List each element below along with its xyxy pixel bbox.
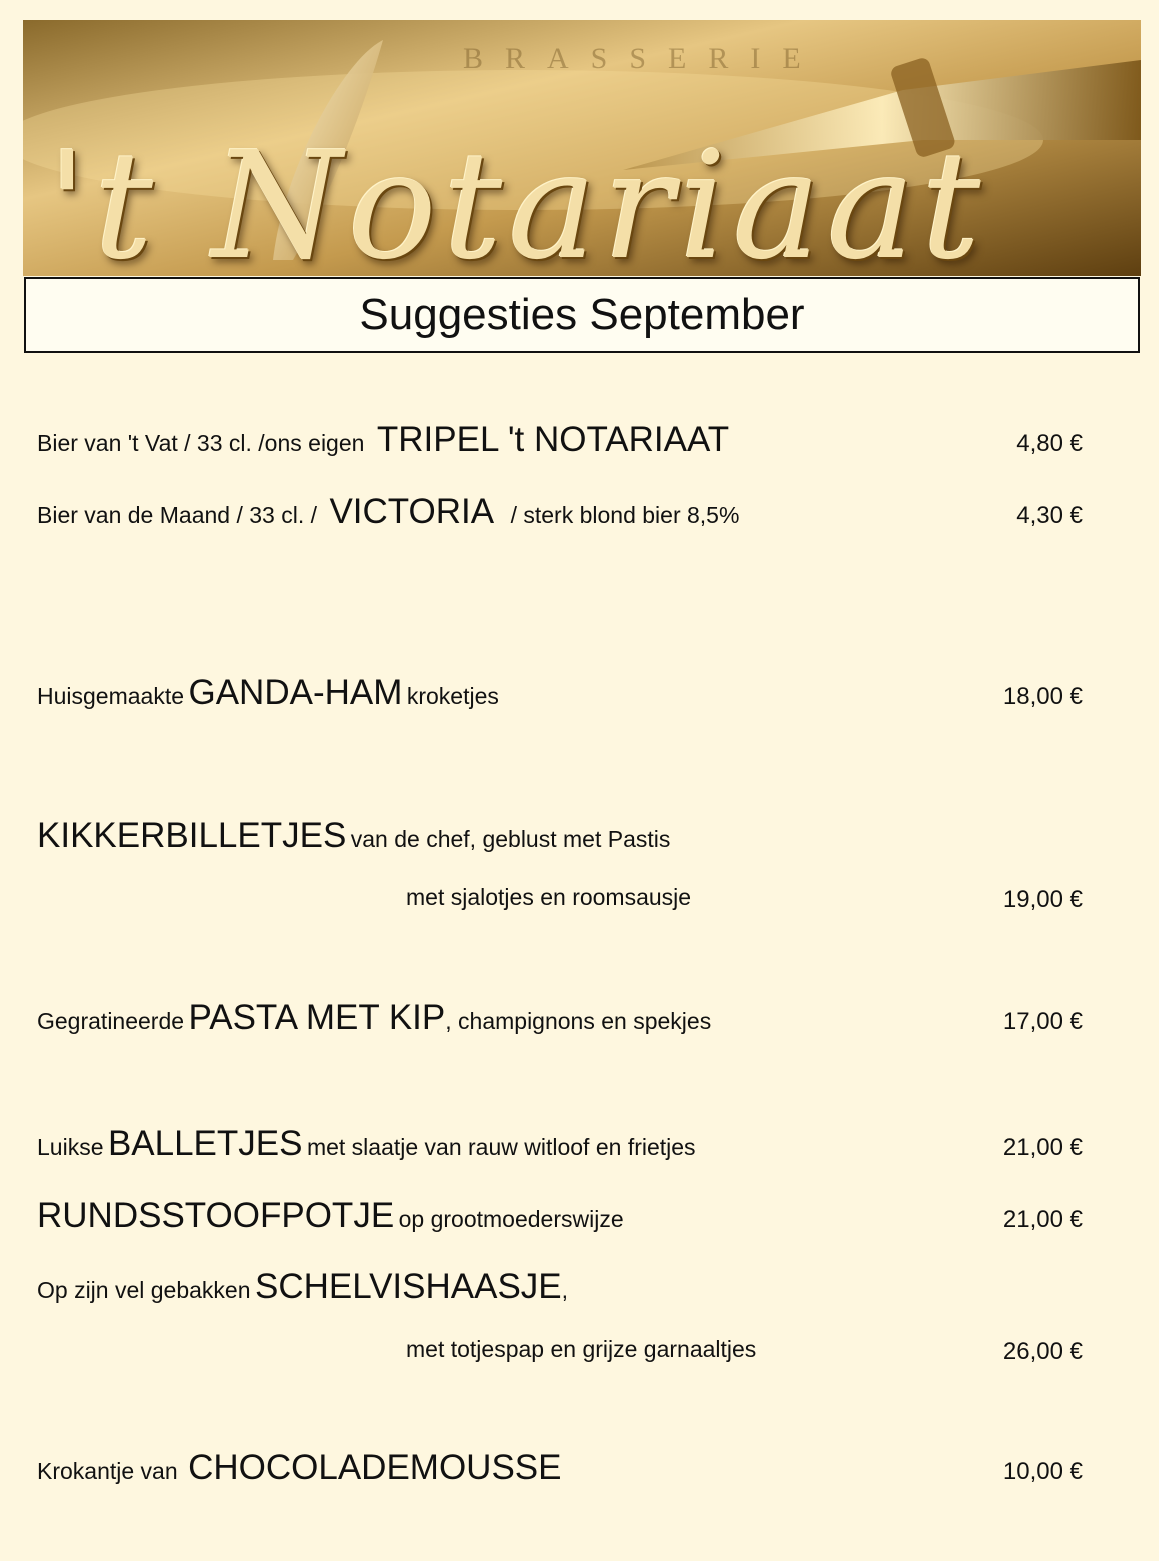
menu-item-schelvishaasje: [37, 1267, 1083, 1307]
menu-title-box: [24, 277, 1140, 353]
menu-item-pasta: [37, 998, 1083, 1038]
item-prefix: Bier van 't Vat / 33 cl. /ons eigen: [37, 430, 365, 456]
item-name: VICTORIA: [329, 492, 495, 531]
item-price: 10,00 €: [1002, 1458, 1083, 1485]
menu-item-tripel: [37, 420, 1083, 460]
item-price: 4,80 €: [1016, 430, 1083, 457]
item-suffix: kroketjes: [406, 683, 499, 709]
item-prefix: Huisgemaakte: [37, 683, 185, 709]
item-name: GANDA-HAM: [188, 673, 403, 712]
item-prefix: Bier van de Maand / 33 cl. /: [37, 502, 317, 528]
header-banner: [23, 20, 1141, 276]
menu-item-chocolademousse: [37, 1448, 1083, 1488]
item-suffix: met slaatje van rauw witloof en frietjes: [306, 1134, 696, 1160]
item-name: TRIPEL 't NOTARIAAT: [376, 420, 730, 459]
item-name: BALLETJES: [107, 1124, 303, 1163]
item-price: 26,00 €: [1002, 1338, 1083, 1365]
item-prefix: Luikse: [37, 1134, 104, 1160]
item-prefix: Krokantje van: [37, 1458, 178, 1484]
item-name: SCHELVISHAASJE: [254, 1267, 562, 1306]
item-name: RUNDSSTOOFPOTJE: [37, 1196, 395, 1235]
item-name: PASTA MET KIP: [188, 998, 446, 1037]
item-prefix: Gegratineerde: [37, 1008, 185, 1034]
item-price: 21,00 €: [1002, 1206, 1083, 1233]
item-suffix: op grootmoederswijze: [398, 1206, 624, 1232]
item-detail: met sjalotjes en roomsausje: [406, 884, 692, 910]
logo-text: 't Notariaat: [47, 120, 987, 276]
item-name: KIKKERBILLETJES: [37, 816, 347, 855]
item-price: 4,30 €: [1016, 502, 1083, 529]
item-price: 18,00 €: [1002, 683, 1083, 710]
menu-item-rundsstoofpotje: [37, 1196, 1083, 1236]
item-suffix: van de chef, geblust met Pastis: [350, 826, 671, 852]
item-price: 17,00 €: [1002, 1008, 1083, 1035]
item-detail: met totjespap en grijze garnaaltjes: [406, 1336, 757, 1362]
menu-item-balletjes: [37, 1124, 1083, 1164]
menu-item-kikkerbilletjes: [37, 816, 1083, 856]
item-price: 21,00 €: [1002, 1134, 1083, 1161]
item-prefix: Op zijn vel gebakken: [37, 1277, 251, 1303]
item-suffix: ,: [561, 1277, 569, 1303]
menu-item-victoria: [37, 492, 1083, 532]
item-price: 19,00 €: [1002, 886, 1083, 913]
item-suffix: / sterk blond bier 8,5%: [510, 502, 740, 528]
banner-top-text: BRASSERIE: [463, 42, 823, 75]
item-suffix: , champignons en spekjes: [445, 1008, 712, 1034]
menu-item-ganda-ham: [37, 673, 1083, 713]
menu-title: Suggesties September: [359, 290, 805, 339]
item-name: CHOCOLADEMOUSSE: [188, 1448, 562, 1487]
